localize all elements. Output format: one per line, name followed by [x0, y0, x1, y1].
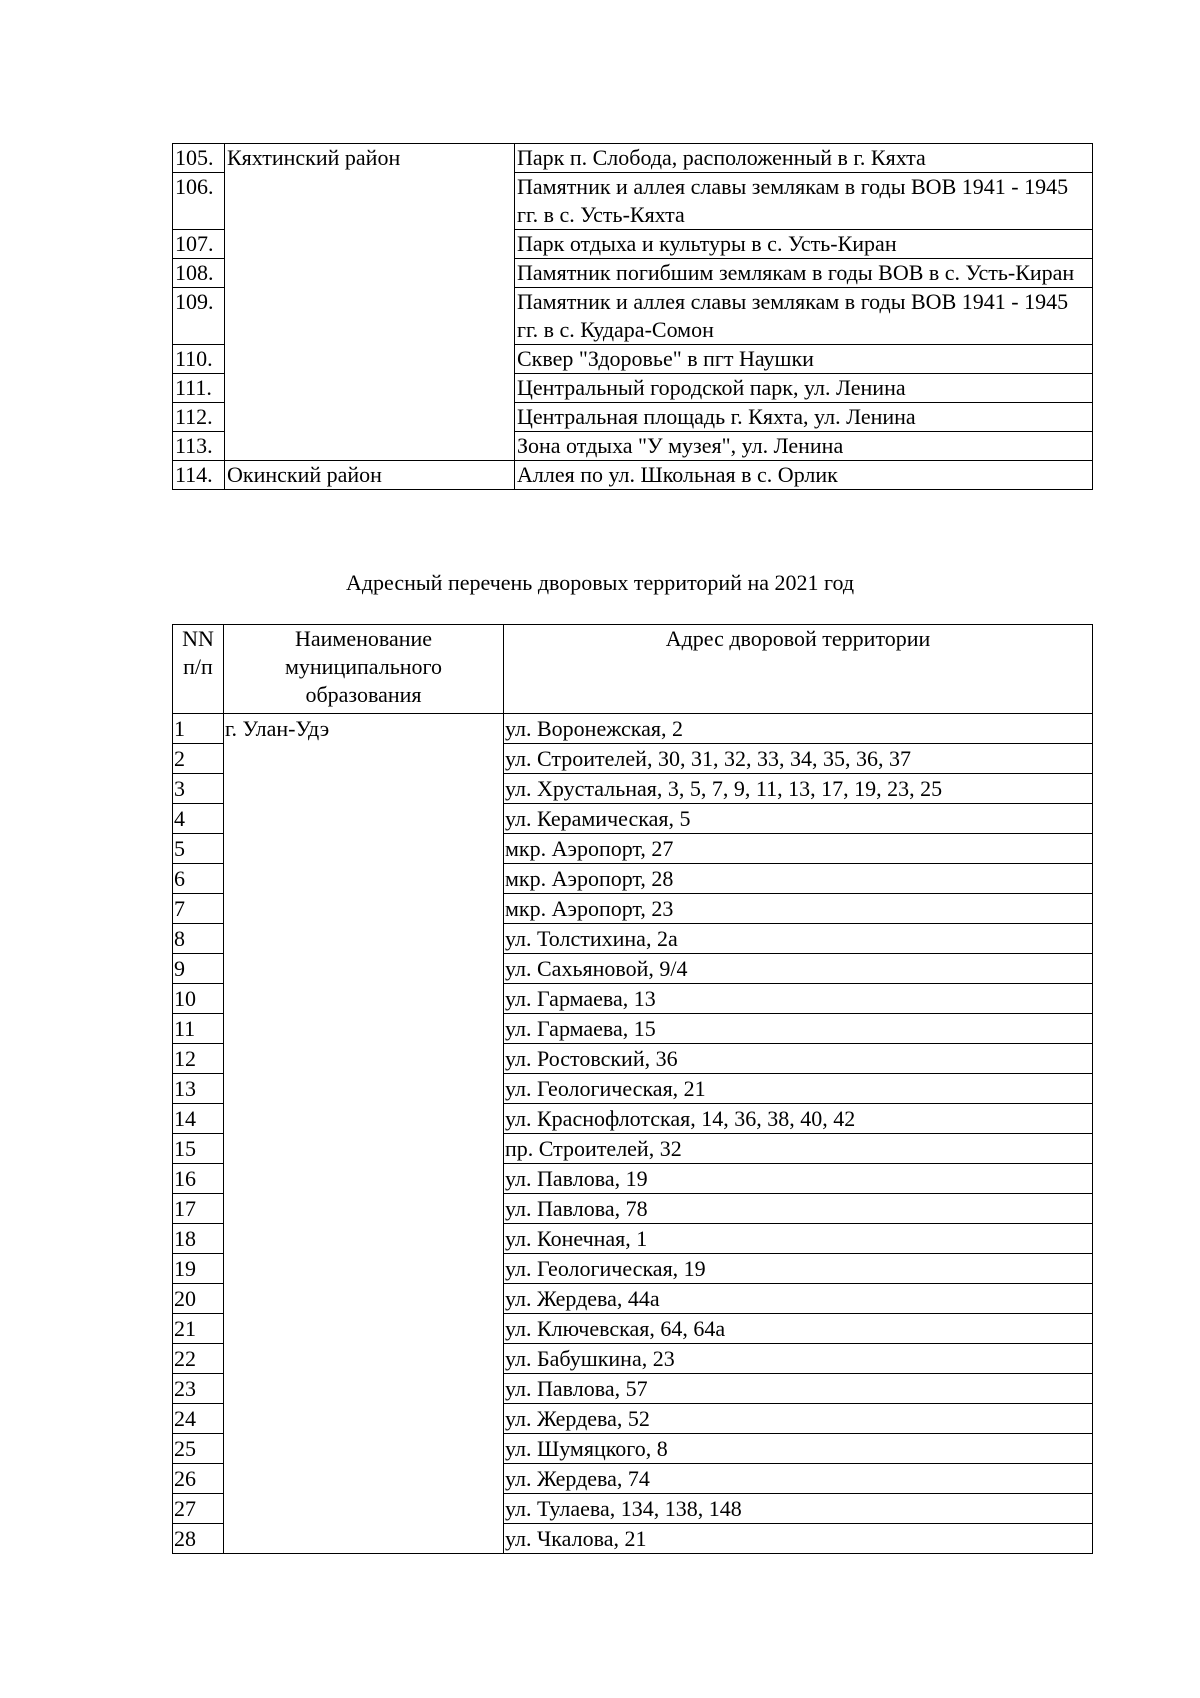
yard-address: пр. Строителей, 32 — [504, 1134, 1093, 1164]
object-description: Памятник и аллея славы землякам в годы ВОВ 1941 - 1945 гг. в с. Кудара-Сомон — [515, 288, 1093, 345]
yard-address: ул. Сахьяновой, 9/4 — [504, 954, 1093, 984]
row-number: 12 — [173, 1044, 224, 1074]
row-number: 23 — [173, 1374, 224, 1404]
yards-table-row — [173, 1224, 1093, 1254]
yards-table-row — [173, 1494, 1093, 1524]
yards-table-row — [173, 1524, 1093, 1554]
district-cell — [225, 403, 515, 432]
district-cell — [225, 259, 515, 288]
yard-address: ул. Бабушкина, 23 — [504, 1344, 1093, 1374]
header-addr: Адрес дворовой территории — [504, 625, 1093, 714]
yard-address: ул. Жердева, 74 — [504, 1464, 1093, 1494]
municipality-cell — [224, 1074, 504, 1104]
row-number: 17 — [173, 1194, 224, 1224]
district-cell — [225, 432, 515, 461]
yards-table-row — [173, 984, 1093, 1014]
row-number: 113. — [173, 432, 225, 461]
district-cell — [225, 288, 515, 345]
municipality-cell — [224, 804, 504, 834]
row-number: 105. — [173, 144, 225, 173]
yard-address: ул. Павлова, 57 — [504, 1374, 1093, 1404]
row-number: 13 — [173, 1074, 224, 1104]
section-caption: Адресный перечень дворовых территорий на 2021 год — [345, 570, 855, 595]
row-number: 7 — [173, 894, 224, 924]
row-number: 19 — [173, 1254, 224, 1284]
parks-table-row — [173, 432, 1093, 461]
yard-address: ул. Ключевская, 64, 64а — [504, 1314, 1093, 1344]
row-number: 2 — [173, 744, 224, 774]
yards-table-row — [173, 1014, 1093, 1044]
row-number: 22 — [173, 1344, 224, 1374]
municipality-cell — [224, 1494, 504, 1524]
yard-address: ул. Геологическая, 19 — [504, 1254, 1093, 1284]
municipality-cell — [224, 924, 504, 954]
yard-address: ул. Шумяцкого, 8 — [504, 1434, 1093, 1464]
municipality-cell — [224, 834, 504, 864]
municipality-cell — [224, 1284, 504, 1314]
object-description: Центральный городской парк, ул. Ленина — [515, 374, 1093, 403]
yards-table-row — [173, 864, 1093, 894]
row-number: 107. — [173, 230, 225, 259]
yards-table-row — [173, 954, 1093, 984]
district-cell: Окинский район — [225, 461, 515, 490]
yard-address: ул. Жердева, 44а — [504, 1284, 1093, 1314]
yard-address: ул. Ростовский, 36 — [504, 1044, 1093, 1074]
yard-address: ул. Хрустальная, 3, 5, 7, 9, 11, 13, 17, 19, 23, 25 — [504, 774, 1093, 804]
row-number: 28 — [173, 1524, 224, 1554]
district-cell — [225, 345, 515, 374]
yards-table-row — [173, 1134, 1093, 1164]
yard-address: ул. Чкалова, 21 — [504, 1524, 1093, 1554]
yards-table-row — [173, 1104, 1093, 1134]
yards-table-row — [173, 894, 1093, 924]
object-description: Памятник погибшим землякам в годы ВОВ в с. Усть-Киран — [515, 259, 1093, 288]
row-number: 25 — [173, 1434, 224, 1464]
yards-table-row — [173, 1374, 1093, 1404]
row-number: 4 — [173, 804, 224, 834]
parks-table-row — [173, 374, 1093, 403]
municipality-cell — [224, 894, 504, 924]
parks-table-row — [173, 144, 1093, 173]
object-description: Аллея по ул. Школьная в с. Орлик — [515, 461, 1093, 490]
object-description: Памятник и аллея славы землякам в годы ВОВ 1941 - 1945 гг. в с. Усть-Кяхта — [515, 173, 1093, 230]
municipality-cell — [224, 1224, 504, 1254]
parks-table-row — [173, 230, 1093, 259]
municipality-cell — [224, 1524, 504, 1554]
yards-table-row — [173, 834, 1093, 864]
yards-table-row — [173, 1284, 1093, 1314]
object-description: Центральная площадь г. Кяхта, ул. Ленина — [515, 403, 1093, 432]
municipality-cell — [224, 1344, 504, 1374]
header-muni: Наименование муниципального образования — [224, 625, 504, 714]
row-number: 16 — [173, 1164, 224, 1194]
row-number: 21 — [173, 1314, 224, 1344]
yard-address: ул. Геологическая, 21 — [504, 1074, 1093, 1104]
parks-table — [172, 143, 1093, 490]
yard-address: ул. Краснофлотская, 14, 36, 38, 40, 42 — [504, 1104, 1093, 1134]
row-number: 6 — [173, 864, 224, 894]
yards-table — [172, 624, 1093, 1554]
object-description: Зона отдыха "У музея", ул. Ленина — [515, 432, 1093, 461]
parks-table-row — [173, 403, 1093, 432]
municipality-cell — [224, 1044, 504, 1074]
district-cell: Кяхтинский район — [225, 144, 515, 173]
municipality-cell — [224, 1404, 504, 1434]
district-cell — [225, 230, 515, 259]
yards-table-row — [173, 1164, 1093, 1194]
yard-address: мкр. Аэропорт, 27 — [504, 834, 1093, 864]
yard-address: мкр. Аэропорт, 23 — [504, 894, 1093, 924]
yards-table-body — [173, 714, 1093, 1554]
yard-address: ул. Жердева, 52 — [504, 1404, 1093, 1434]
row-number: 3 — [173, 774, 224, 804]
municipality-cell — [224, 864, 504, 894]
municipality-cell — [224, 1104, 504, 1134]
row-number: 26 — [173, 1464, 224, 1494]
yard-address: мкр. Аэропорт, 28 — [504, 864, 1093, 894]
yards-table-row — [173, 1254, 1093, 1284]
parks-table-row — [173, 345, 1093, 374]
parks-table-row — [173, 259, 1093, 288]
yard-address: ул. Тулаева, 134, 138, 148 — [504, 1494, 1093, 1524]
yard-address: ул. Строителей, 30, 31, 32, 33, 34, 35, 36, 37 — [504, 744, 1093, 774]
row-number: 15 — [173, 1134, 224, 1164]
yard-address: ул. Воронежская, 2 — [504, 714, 1093, 744]
parks-table-body — [173, 144, 1093, 490]
municipality-cell — [224, 744, 504, 774]
district-cell — [225, 173, 515, 230]
row-number: 109. — [173, 288, 225, 345]
object-description: Сквер "Здоровье" в пгт Наушки — [515, 345, 1093, 374]
yards-table-row — [173, 1404, 1093, 1434]
municipality-cell — [224, 774, 504, 804]
yard-address: ул. Павлова, 78 — [504, 1194, 1093, 1224]
row-number: 20 — [173, 1284, 224, 1314]
yards-table-row — [173, 924, 1093, 954]
row-number: 11 — [173, 1014, 224, 1044]
yard-address: ул. Конечная, 1 — [504, 1224, 1093, 1254]
row-number: 8 — [173, 924, 224, 954]
row-number: 1 — [173, 714, 224, 744]
row-number: 108. — [173, 259, 225, 288]
yards-table-row — [173, 744, 1093, 774]
yards-table-row — [173, 1194, 1093, 1224]
row-number: 110. — [173, 345, 225, 374]
row-number: 9 — [173, 954, 224, 984]
yard-address: ул. Павлова, 19 — [504, 1164, 1093, 1194]
municipality-cell: г. Улан-Удэ — [224, 714, 504, 744]
row-number: 114. — [173, 461, 225, 490]
yards-table-header-row — [173, 625, 1093, 714]
yard-address: ул. Толстихина, 2а — [504, 924, 1093, 954]
municipality-cell — [224, 984, 504, 1014]
municipality-cell — [224, 1134, 504, 1164]
municipality-cell — [224, 1194, 504, 1224]
row-number: 111. — [173, 374, 225, 403]
row-number: 27 — [173, 1494, 224, 1524]
object-description: Парк отдыха и культуры в с. Усть-Киран — [515, 230, 1093, 259]
header-num: NN п/п — [173, 625, 224, 714]
parks-table-row — [173, 461, 1093, 490]
row-number: 14 — [173, 1104, 224, 1134]
row-number: 18 — [173, 1224, 224, 1254]
yards-table-row — [173, 1344, 1093, 1374]
yards-table-row — [173, 804, 1093, 834]
municipality-cell — [224, 1254, 504, 1284]
row-number: 106. — [173, 173, 225, 230]
yard-address: ул. Керамическая, 5 — [504, 804, 1093, 834]
object-description: Парк п. Слобода, расположенный в г. Кяхта — [515, 144, 1093, 173]
municipality-cell — [224, 954, 504, 984]
parks-table-row — [173, 288, 1093, 345]
municipality-cell — [224, 1014, 504, 1044]
municipality-cell — [224, 1164, 504, 1194]
row-number: 10 — [173, 984, 224, 1014]
municipality-cell — [224, 1464, 504, 1494]
municipality-cell — [224, 1314, 504, 1344]
yards-table-row — [173, 714, 1093, 744]
yards-table-row — [173, 1434, 1093, 1464]
row-number: 5 — [173, 834, 224, 864]
municipality-cell — [224, 1434, 504, 1464]
parks-table-row — [173, 173, 1093, 230]
row-number: 24 — [173, 1404, 224, 1434]
yards-table-row — [173, 1314, 1093, 1344]
row-number: 112. — [173, 403, 225, 432]
municipality-cell — [224, 1374, 504, 1404]
yards-table-row — [173, 1074, 1093, 1104]
yards-table-row — [173, 774, 1093, 804]
yard-address: ул. Гармаева, 13 — [504, 984, 1093, 1014]
yards-table-row — [173, 1044, 1093, 1074]
yard-address: ул. Гармаева, 15 — [504, 1014, 1093, 1044]
district-cell — [225, 374, 515, 403]
yards-table-row — [173, 1464, 1093, 1494]
